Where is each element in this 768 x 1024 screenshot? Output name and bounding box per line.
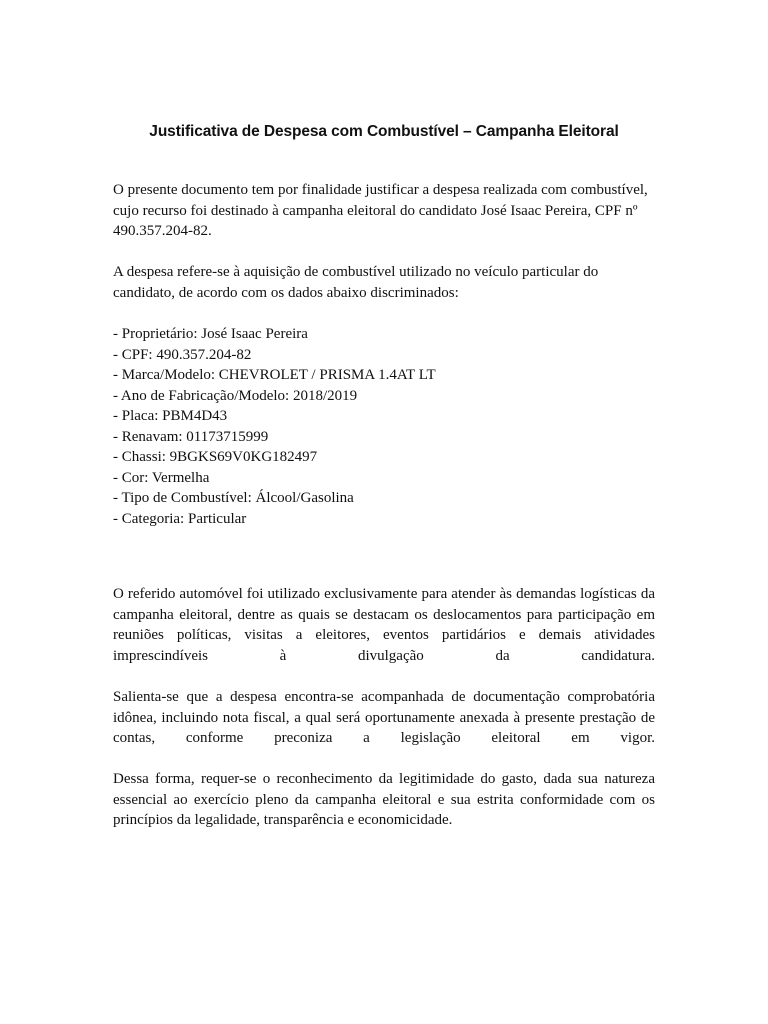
paragraph-line: O referido automóvel foi utilizado exclusivamente para atender às demandas logísticas da bbox=[113, 586, 655, 602]
spec-year: - Ano de Fabricação/Modelo: 2018/2019 bbox=[113, 387, 358, 404]
paragraph-line: Salienta-se que a despesa encontra-se acompanhada de documentação comprobatória bbox=[113, 689, 655, 705]
paragraph-purpose bbox=[113, 180, 655, 242]
spec-category: - Categoria: Particular bbox=[113, 510, 247, 527]
vehicle-specs-list bbox=[113, 324, 655, 529]
paragraph-line: campanha eleitoral, dentre as quais se destacam os deslocamentos para participação em bbox=[113, 606, 655, 623]
spec-make-model: - Marca/Modelo: CHEVROLET / PRISMA 1.4AT LT bbox=[113, 367, 436, 383]
paragraph-line: contas, conforme preconiza a legislação eleitoral em vigor. bbox=[113, 730, 655, 746]
spec-chassis: - Chassi: 9BGKS69V0KG182497 bbox=[113, 449, 318, 465]
paragraph-line: imprescindíveis à divulgação da candidatura. bbox=[113, 647, 655, 664]
paragraph-line: Dessa forma, requer-se o reconhecimento da legitimidade do gasto, dada sua natureza bbox=[113, 771, 655, 787]
spec-owner: - Proprietário: José Isaac Pereira bbox=[113, 326, 308, 342]
paragraph-line: idônea, incluindo nota fiscal, a qual será oportunamente anexada à presente prestação de bbox=[113, 709, 655, 726]
paragraph-line: princípios da legalidade, transparência e economicidade. bbox=[113, 812, 453, 828]
paragraph-line: essencial ao exercício pleno da campanha eleitoral e sua estrita conformidade com os bbox=[113, 791, 655, 808]
document-title: Justificativa de Despesa com Combustível – Campanha Eleitoral bbox=[149, 123, 619, 140]
paragraph-line: reuniões políticas, visitas a eleitores, eventos partidários e demais atividades bbox=[113, 627, 655, 643]
spec-plate: - Placa: PBM4D43 bbox=[113, 408, 228, 424]
paragraph-expense-description bbox=[113, 262, 655, 303]
paragraph-line: O presente documento tem por finalidade justificar a despesa realizada com combustível, bbox=[113, 182, 648, 198]
paragraph-line: cujo recurso foi destinado à campanha eleitoral do candidato José Isaac Pereira, CPF nº bbox=[113, 202, 638, 219]
spec-cpf: - CPF: 490.357.204-82 bbox=[113, 346, 252, 363]
paragraph-line: candidato, de acordo com os dados abaixo discriminados: bbox=[113, 284, 459, 301]
paragraph-vehicle-usage bbox=[113, 584, 655, 666]
spec-renavam: - Renavam: 01173715999 bbox=[113, 428, 269, 445]
spec-fuel-type: - Tipo de Combustível: Álcool/Gasolina bbox=[113, 490, 354, 506]
paragraph-conclusion bbox=[113, 769, 655, 831]
spec-color: - Cor: Vermelha bbox=[113, 469, 210, 486]
paragraph-line: A despesa refere-se à aquisição de combustível utilizado no veículo particular do bbox=[113, 264, 599, 280]
paragraph-line: 490.357.204-82. bbox=[113, 223, 212, 239]
paragraph-documentation bbox=[113, 687, 655, 749]
